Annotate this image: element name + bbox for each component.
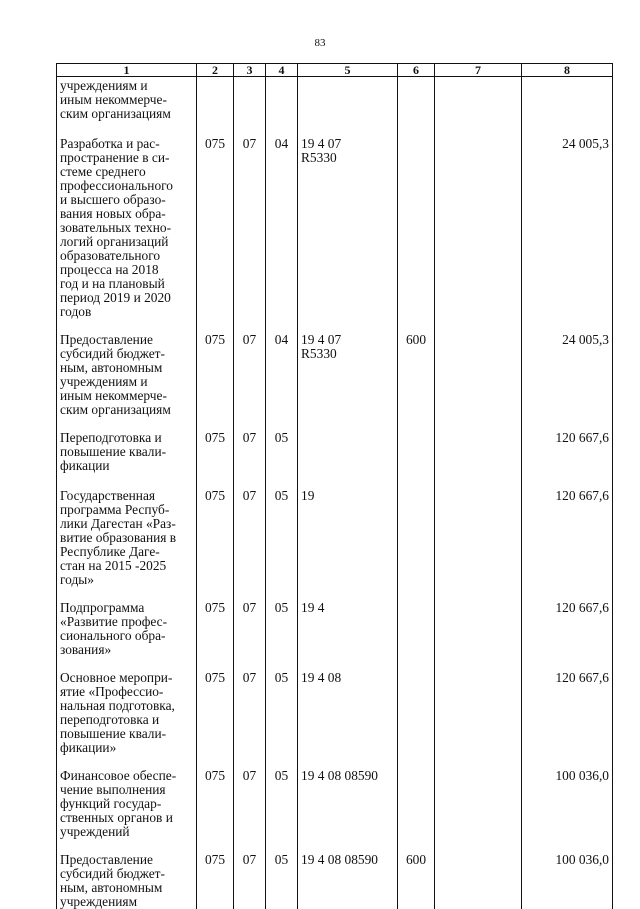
cell-section: 07 [234, 333, 266, 431]
column-header: 1 [57, 64, 197, 77]
row-name: Государственная программа Респуб- лики Дагестан «Раз- витие образования в Республике Даге- стан на 2015 -2025 годы» [57, 489, 197, 601]
cell-ministry-code: 075 [197, 853, 234, 909]
cell-amount: 120 667,6 [522, 431, 613, 489]
column-header: 8 [522, 64, 613, 77]
cell-section [234, 77, 266, 138]
column-header: 2 [197, 64, 234, 77]
cell-amount: 120 667,6 [522, 601, 613, 671]
column-header: 4 [266, 64, 298, 77]
table-row [57, 137, 613, 333]
cell-amount: 120 667,6 [522, 489, 613, 601]
cell-ministry-code: 075 [197, 601, 234, 671]
cell-target-article: 19 4 07 R5330 [298, 333, 398, 431]
row-name: Финансовое обеспе- чение выполнения функций государ- ственных органов и учреждений [57, 769, 197, 853]
cell-section: 07 [234, 489, 266, 601]
row-name: Основное меропри- ятие «Профессио- нальная подготовка, переподготовка и повышение квали- фикации» [57, 671, 197, 769]
column-header: 5 [298, 64, 398, 77]
row-name: Переподготовка и повышение квали- фикации [57, 431, 197, 489]
cell-expense-type [398, 601, 435, 671]
cell-col7 [435, 431, 522, 489]
cell-target-article: 19 4 [298, 601, 398, 671]
cell-subsection: 05 [266, 671, 298, 769]
cell-amount: 24 005,3 [522, 333, 613, 431]
table-row [57, 853, 613, 909]
cell-target-article: 19 4 08 [298, 671, 398, 769]
cell-expense-type [398, 77, 435, 138]
cell-subsection: 05 [266, 489, 298, 601]
cell-subsection: 05 [266, 853, 298, 909]
cell-amount: 100 036,0 [522, 853, 613, 909]
cell-amount: 120 667,6 [522, 671, 613, 769]
cell-target-article [298, 431, 398, 489]
cell-ministry-code [197, 77, 234, 138]
row-name: Предоставление субсидий бюджет- ным, автономным учреждениям и иным некоммерче- ским организациям [57, 333, 197, 431]
cell-target-article: 19 4 08 08590 [298, 853, 398, 909]
cell-expense-type: 600 [398, 333, 435, 431]
cell-col7 [435, 671, 522, 769]
cell-section: 07 [234, 769, 266, 853]
page-number: 83 [314, 37, 326, 49]
cell-expense-type: 600 [398, 853, 435, 909]
cell-col7 [435, 77, 522, 138]
column-header: 7 [435, 64, 522, 77]
cell-amount: 24 005,3 [522, 137, 613, 333]
cell-target-article: 19 4 07 R5330 [298, 137, 398, 333]
cell-target-article: 19 4 08 08590 [298, 769, 398, 853]
cell-expense-type [398, 489, 435, 601]
budget-table [56, 63, 613, 909]
row-name: учреждениям и иным некоммерче- ским организациям [57, 77, 197, 138]
cell-target-article: 19 [298, 489, 398, 601]
cell-amount: 100 036,0 [522, 769, 613, 853]
cell-target-article [298, 77, 398, 138]
table-row [57, 671, 613, 769]
table-row [57, 601, 613, 671]
cell-ministry-code: 075 [197, 431, 234, 489]
cell-expense-type [398, 431, 435, 489]
cell-section: 07 [234, 431, 266, 489]
cell-subsection: 05 [266, 601, 298, 671]
cell-subsection [266, 77, 298, 138]
cell-col7 [435, 489, 522, 601]
cell-subsection: 05 [266, 431, 298, 489]
cell-subsection: 04 [266, 333, 298, 431]
header-row [57, 64, 613, 77]
cell-ministry-code: 075 [197, 489, 234, 601]
row-name: Подпрограмма «Развитие профес- сионального обра- зования» [57, 601, 197, 671]
row-name: Разработка и рас- пространение в си- стеме среднего профессионального и высшего образо- вания новых обра- зовательных техно- логий организаций образовательного процесса на 2018 год и на плановый период 2019 и 2020 годов [57, 137, 197, 333]
cell-ministry-code: 075 [197, 769, 234, 853]
cell-expense-type [398, 137, 435, 333]
cell-section: 07 [234, 853, 266, 909]
cell-amount [522, 77, 613, 138]
column-header: 3 [234, 64, 266, 77]
cell-expense-type [398, 671, 435, 769]
cell-col7 [435, 853, 522, 909]
cell-ministry-code: 075 [197, 333, 234, 431]
cell-col7 [435, 137, 522, 333]
table-row [57, 77, 613, 138]
table-row [57, 333, 613, 431]
cell-expense-type [398, 769, 435, 853]
cell-col7 [435, 333, 522, 431]
cell-section: 07 [234, 601, 266, 671]
cell-col7 [435, 769, 522, 853]
cell-col7 [435, 601, 522, 671]
row-name: Предоставление субсидий бюджет- ным, автономным учреждениям [57, 853, 197, 909]
table-row [57, 489, 613, 601]
cell-subsection: 05 [266, 769, 298, 853]
cell-ministry-code: 075 [197, 671, 234, 769]
table-row [57, 431, 613, 489]
column-header: 6 [398, 64, 435, 77]
table-row [57, 769, 613, 853]
cell-subsection: 04 [266, 137, 298, 333]
cell-ministry-code: 075 [197, 137, 234, 333]
cell-section: 07 [234, 137, 266, 333]
cell-section: 07 [234, 671, 266, 769]
